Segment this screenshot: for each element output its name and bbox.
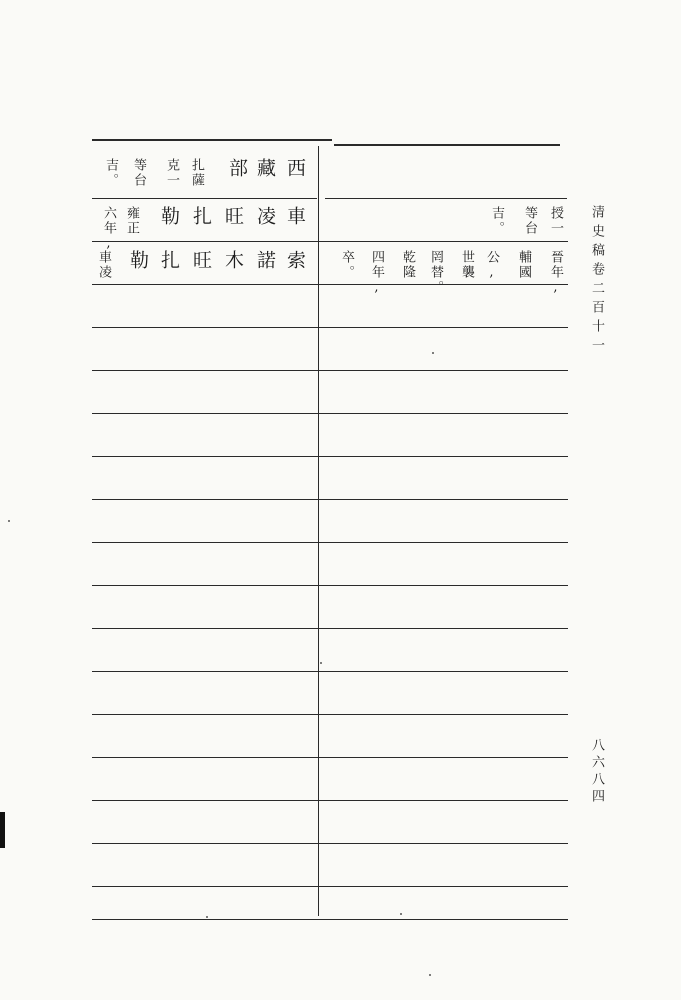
row-rule: [92, 413, 568, 414]
binding-mark: [0, 812, 5, 848]
row-rule: [92, 757, 568, 758]
row-rule: [92, 886, 568, 887]
row1-note-line-1: 扎薩: [189, 158, 204, 188]
row2-right-note-line-3: 吉。: [489, 206, 504, 236]
row-rule: [92, 843, 568, 844]
row3-name-char-6: 勒: [127, 250, 149, 275]
scan-speck: [400, 913, 402, 915]
row3-right-note-line-1: 晉年,: [548, 250, 563, 297]
row-rule: [92, 327, 568, 328]
row-rule: [325, 198, 567, 199]
scan-speck: [429, 974, 431, 976]
row1-name-char-2: 藏: [254, 158, 276, 183]
row2-note-line-2: 六年,: [101, 206, 116, 253]
row3-right-note-line-6: 乾隆: [400, 250, 415, 280]
book-title: 清史稿卷二百十一: [589, 205, 604, 357]
table-top-rule-right: [334, 144, 560, 146]
row3-right-note-line-7: 四年,: [369, 250, 384, 297]
row1-note-line-3: 等台: [131, 158, 146, 188]
row-rule: [92, 284, 568, 285]
row-rule: [92, 370, 568, 371]
row-rule: [92, 198, 317, 199]
row1-name-char-1: 西: [284, 158, 306, 183]
row-rule: [92, 714, 568, 715]
row3-right-note-line-8: 卒。: [339, 250, 354, 280]
row-rule: [92, 628, 568, 629]
row1-note-line-2: 克一: [164, 158, 179, 188]
row3-right-note-line-4: 世襲: [459, 250, 474, 280]
row2-right-note-line-1: 授一: [548, 206, 563, 236]
page-number: 八六八四: [589, 738, 604, 806]
row-rule: [92, 241, 568, 242]
row1-name-char-3: 部: [226, 158, 248, 183]
row3-name-char-4: 旺: [190, 250, 212, 275]
scan-speck: [320, 662, 322, 664]
row3-name-char-2: 諾: [254, 250, 276, 275]
row3-name-char-5: 扎: [158, 250, 180, 275]
row2-name-char-5: 勒: [158, 206, 180, 231]
row2-name-char-4: 扎: [190, 206, 212, 231]
row3-name-char-1: 索: [284, 250, 306, 275]
row-rule: [92, 456, 568, 457]
row2-name-char-2: 凌: [254, 206, 276, 231]
row2-name-char-1: 車: [284, 206, 306, 231]
row3-name-char-3: 木: [222, 250, 244, 275]
row-rule: [92, 671, 568, 672]
table-top-rule-left: [92, 139, 332, 141]
row1-note-line-4: 吉。: [103, 158, 118, 188]
row2-note-line-1: 雍正: [124, 206, 139, 236]
row-rule: [92, 800, 568, 801]
row2-right-note-line-2: 等台: [522, 206, 537, 236]
row-rule: [92, 499, 568, 500]
row3-note-line-1: 車凌: [96, 250, 111, 280]
row3-right-note-line-5: 罔替。: [428, 250, 443, 295]
scan-speck: [8, 520, 10, 522]
scan-speck: [432, 352, 434, 354]
row-rule: [92, 542, 568, 543]
row-rule: [92, 585, 568, 586]
table-bottom-rule: [92, 919, 568, 920]
row2-name-char-3: 旺: [222, 206, 244, 231]
scan-speck: [206, 916, 208, 918]
row3-right-note-line-2: 輔國: [516, 250, 531, 280]
row3-right-note-line-3: 公,: [484, 250, 499, 282]
